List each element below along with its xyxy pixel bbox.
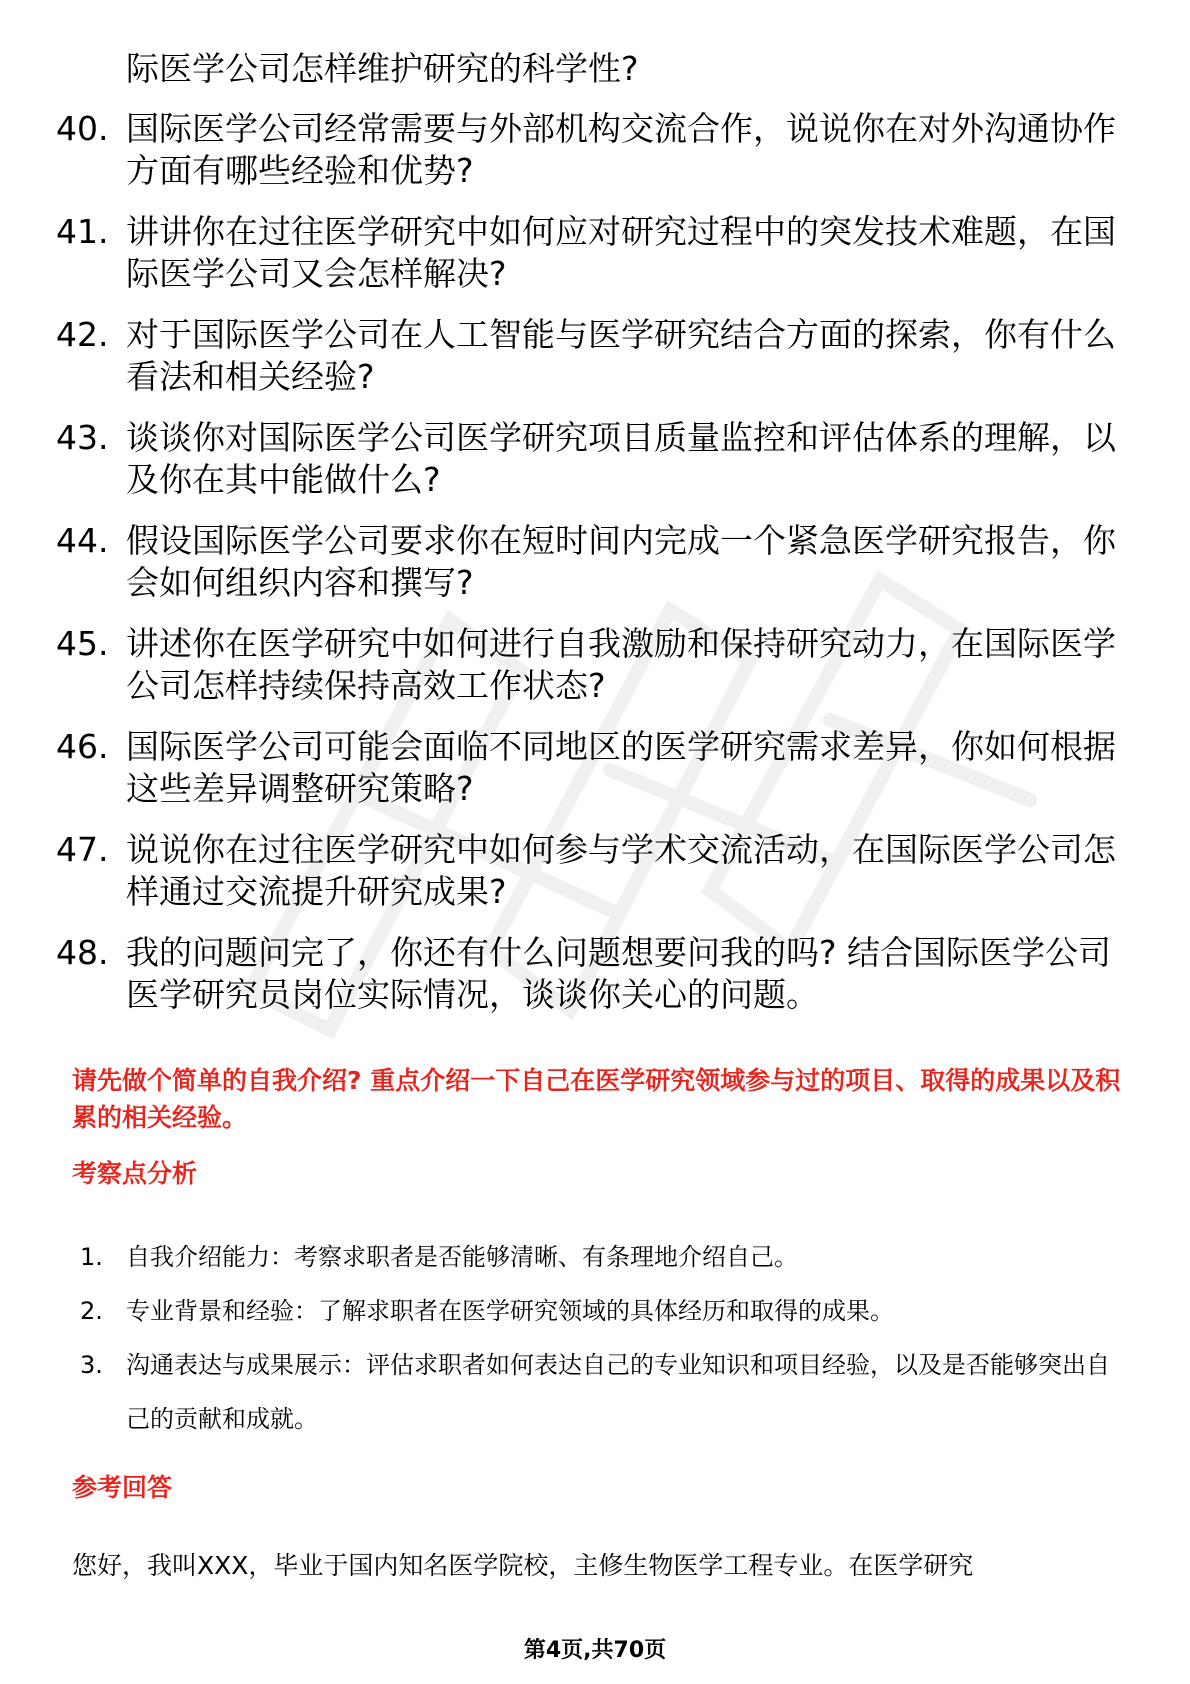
question-number: 41. xyxy=(56,212,109,251)
question-number: 48. xyxy=(56,933,109,972)
question-list xyxy=(56,48,1136,1035)
analysis-number: 3. xyxy=(80,1351,103,1379)
question-item xyxy=(56,623,1136,707)
question-number: 44. xyxy=(56,521,109,560)
question-item xyxy=(56,829,1136,913)
analysis-item xyxy=(80,1284,1120,1338)
question-number: 47. xyxy=(56,830,109,869)
analysis-item xyxy=(80,1230,1120,1284)
question-text: 说说你在过往医学研究中如何参与学术交流活动，在国际医学公司怎样通过交流提升研究成果? xyxy=(126,830,1116,911)
question-text: 谈谈你对国际医学公司医学研究项目质量监控和评估体系的理解，以及你在其中能做什么? xyxy=(126,418,1116,499)
question-text: 假设国际医学公司要求你在短时间内完成一个紧急医学研究报告，你会如何组织内容和撰写? xyxy=(126,521,1116,602)
question-item xyxy=(56,932,1136,1016)
page-footer: 第4页,共70页 xyxy=(523,1638,667,1663)
question-item xyxy=(56,726,1136,810)
question-number: 42. xyxy=(56,315,109,354)
analysis-item xyxy=(80,1338,1120,1446)
analysis-text: 沟通表达与成果展示：评估求职者如何表达自己的专业知识和项目经验，以及是否能够突出自己的贡献和成就。 xyxy=(126,1351,1110,1433)
question-item xyxy=(56,108,1136,192)
analysis-text: 专业背景和经验：了解求职者在医学研究领域的具体经历和取得的成果。 xyxy=(126,1297,894,1325)
analysis-text: 自我介绍能力：考察求职者是否能够清晰、有条理地介绍自己。 xyxy=(126,1243,798,1271)
question-number: 43. xyxy=(56,418,109,457)
question-number: 46. xyxy=(56,727,109,766)
question-item xyxy=(56,520,1136,604)
analysis-heading: 考察点分析 xyxy=(72,1159,198,1188)
question-item xyxy=(56,211,1136,295)
question-item xyxy=(56,314,1136,398)
question-number: 40. xyxy=(56,109,109,148)
featured-question: 请先做个简单的自我介绍? 重点介绍一下自己在医学研究领域参与过的项目、取得的成果以及积累的相关经验。 xyxy=(72,1066,1121,1132)
question-text: 对于国际医学公司在人工智能与医学研究结合方面的探索，你有什么看法和相关经验? xyxy=(126,315,1116,396)
question-text: 我的问题问完了，你还有什么问题想要问我的吗? 结合国际医学公司医学研究员岗位实际情况，谈谈你关心的问题。 xyxy=(126,933,1112,1014)
question-text: 国际医学公司经常需要与外部机构交流合作，说说你在对外沟通协作方面有哪些经验和优势? xyxy=(126,109,1116,190)
question-text: 讲述你在医学研究中如何进行自我激励和保持研究动力，在国际医学公司怎样持续保持高效工作状态? xyxy=(126,624,1116,705)
reference-answer: 您好，我叫XXX，毕业于国内知名医学院校，主修生物医学工程专业。在医学研究 xyxy=(72,1551,974,1580)
analysis-number: 1. xyxy=(80,1243,103,1271)
analysis-list xyxy=(80,1230,1120,1446)
question-number: 45. xyxy=(56,624,109,663)
reference-heading: 参考回答 xyxy=(72,1473,173,1502)
question-continuation: 际医学公司怎样维护研究的科学性? xyxy=(126,49,639,88)
question-text: 讲讲你在过往医学研究中如何应对研究过程中的突发技术难题，在国际医学公司又会怎样解决? xyxy=(126,212,1116,293)
analysis-number: 2. xyxy=(80,1297,103,1325)
question-text: 国际医学公司可能会面临不同地区的医学研究需求差异，你如何根据这些差异调整研究策略? xyxy=(126,727,1116,808)
question-item xyxy=(56,417,1136,501)
